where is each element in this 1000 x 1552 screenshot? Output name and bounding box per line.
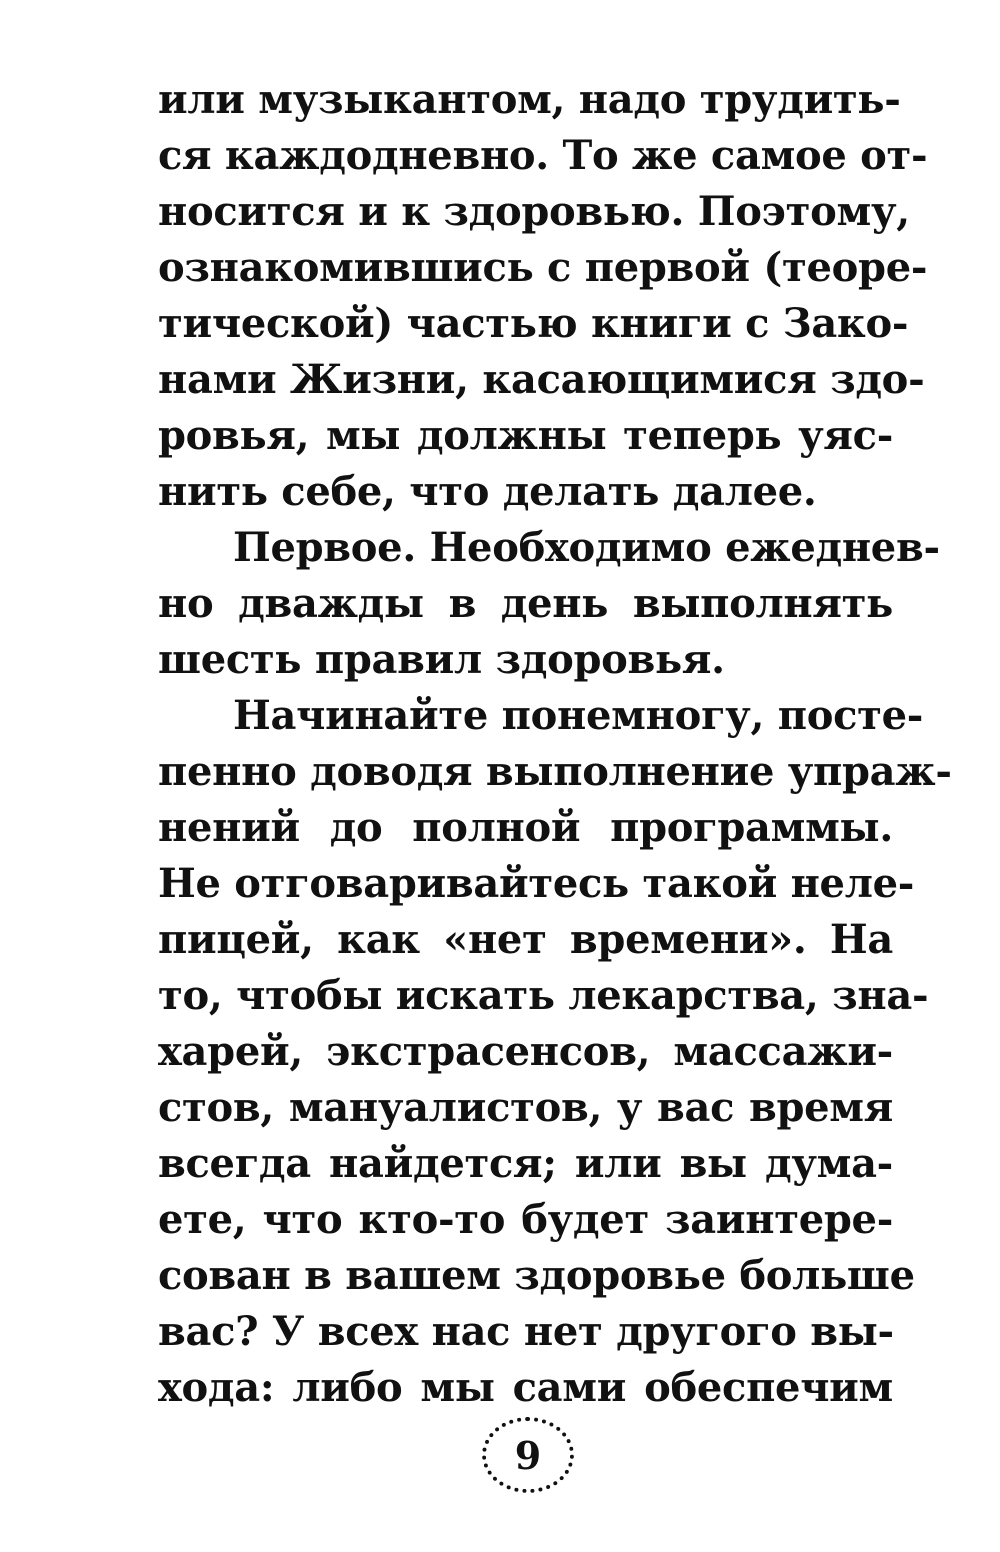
text-line: нить себе, что делать далее. [158,468,817,515]
text-line: харей, экстрасенсов, массажи- [158,1028,893,1075]
text-line: нений до полной программы. [158,804,893,851]
paragraph-2 [158,520,940,688]
text-line: пицей, как «нет времени». На [158,916,893,963]
text-line: но дважды в день выполнять [158,580,893,627]
text-line: ровья, мы должны теперь уяс- [158,412,893,459]
page-number: 9 [482,1417,574,1493]
text-line: вас? У всех нас нет другого вы- [158,1308,894,1355]
text-line: Не отговаривайтесь такой неле- [158,860,915,907]
text-line: ся каждодневно. То же самое от- [158,132,928,179]
paragraph-1 [158,72,928,520]
text-line: Начинайте понемногу, посте- [233,692,924,739]
text-line: хода: либо мы сами обеспечим [158,1364,893,1411]
text-line: пенно доводя выполнение упраж- [158,748,952,795]
text-line: шесть правил здоровья. [158,636,725,683]
text-line: ете, что кто-то будет заинтере- [158,1196,893,1243]
text-line: всегда найдется; или вы дума- [158,1140,893,1187]
text-line: Первое. Необходимо ежеднев- [233,524,940,571]
text-line: ознакомившись с первой (теоре- [158,244,928,291]
paragraph-3 [158,688,952,1416]
text-line: стов, мануалистов, у вас время [158,1084,893,1131]
text-line: тической) частью книги с Зако- [158,300,909,347]
text-line: нами Жизни, касающимися здо- [158,356,925,403]
text-line: носится и к здоровью. Поэтому, [158,188,910,235]
text-line: то, чтобы искать лекарства, зна- [158,972,929,1019]
text-line: или музыкантом, надо трудить- [158,76,901,123]
text-line: сован в вашем здоровье больше [158,1252,915,1299]
page-text [158,72,952,1416]
